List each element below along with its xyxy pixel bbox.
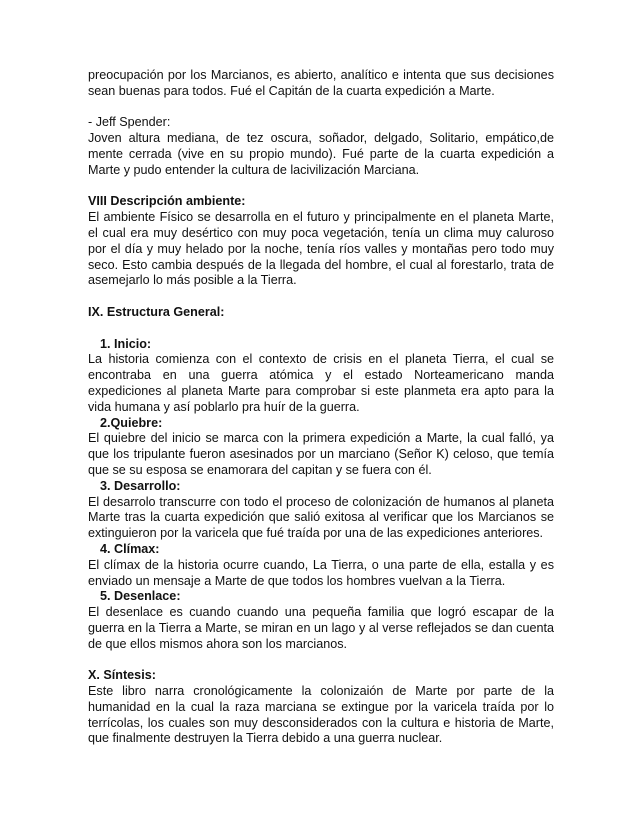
intro-paragraph: preocupación por los Marcianos, es abierto, analítico e intenta que sus decisiones sean buenas para todos. Fué el Capitán de la cuarta expedición a Marte. (88, 68, 554, 98)
subtext-climax: El clímax de la historia ocurre cuando, La Tierra, o una parte de ella, estalla y es enviado un mensaje a Marte de que todos los hombres vuelvan a la Tierra. (88, 557, 554, 588)
subheading-quiebre: 2.Quiebre: (100, 415, 163, 430)
subtext-inicio: La historia comienza con el contexto de crisis en el planeta Tierra, el cual se encontraba en una guerra atómica y el estado Norteamericano manda expediciones al planeta Marte para comprobar si este planmeta era apto para la vida humana y así poblarlo pra huír de la guerra. (88, 352, 554, 414)
spacer (88, 652, 554, 668)
section-text-ambiente: El ambiente Físico se desarrolla en el futuro y principalmente en el planeta Marte, el cual era muy desértico con muy poca vegetación, tenía un clima muy caluroso por el día y muy helado por la noche, tenía ríos valles y montañas pero todo muy seco. Esto cambia después de la llegada del hombre, el cual al forestarlo, trata de asemejarlo lo más posible a la Tierra. (88, 210, 554, 288)
spacer (88, 289, 554, 305)
subtext-desenlace: El desenlace es cuando cuando una pequeña familia que logró escapar de la guerra en la Tierra a Marte, se miran en un lago y al verse reflejados se dan cuenta de que ellos mismos ahora son los marcianos. (88, 605, 554, 651)
subtext-desarrollo: El desarrolo transcurre con todo el proceso de colonización de humanos al planeta Marte tras la cuarta expedición que salió exitosa al verificar que los Marcianos se extinguieron por la varicela que fué traída por una de las expediciones anteriores. (88, 494, 554, 541)
spacer (88, 100, 554, 116)
section-heading-ambiente: VIII Descripción ambiente: (88, 194, 246, 209)
section-heading-estructura: IX. Estructura General: (88, 304, 225, 319)
document-page (88, 68, 554, 747)
section-heading-sintesis: X. Síntesis: (88, 668, 156, 683)
section-text-sintesis: Este libro narra cronológicamente la colonizaión de Marte por parte de la humanidad en la cual la raza marciana se extingue por la varicela traída por lo terrícolas, los cuales son muy desconsiderados con la cultura e historia de Marte, que finalmente destruyen la Tierra debido a una guerra nuclear. (88, 684, 554, 746)
subheading-desarrollo: 3. Desarrollo: (100, 478, 181, 493)
subheading-inicio: 1. Inicio: (100, 336, 152, 351)
subtext-quiebre: El quiebre del inicio se marca con la primera expedición a Marte, la cual falló, ya que los tripulante fueron asesinados por un marciano (Señor K) celoso, que temía que se su esposa se enamorara del capitan y se fuera con él. (88, 431, 554, 477)
spacer (88, 179, 554, 195)
character-description: Joven altura mediana, de tez oscura, soñador, delgado, Solitario, empático,de mente cerrada (vive en su propio mundo). Fué parte de la cuarta expedición a Marte y pudo entender la cultura de lacivilización Marciana. (88, 131, 554, 177)
character-name: - Jeff Spender: (88, 115, 171, 130)
subheading-desenlace: 5. Desenlace: (100, 589, 181, 604)
spacer (88, 321, 554, 337)
subheading-climax: 4. Clímax: (100, 541, 160, 556)
